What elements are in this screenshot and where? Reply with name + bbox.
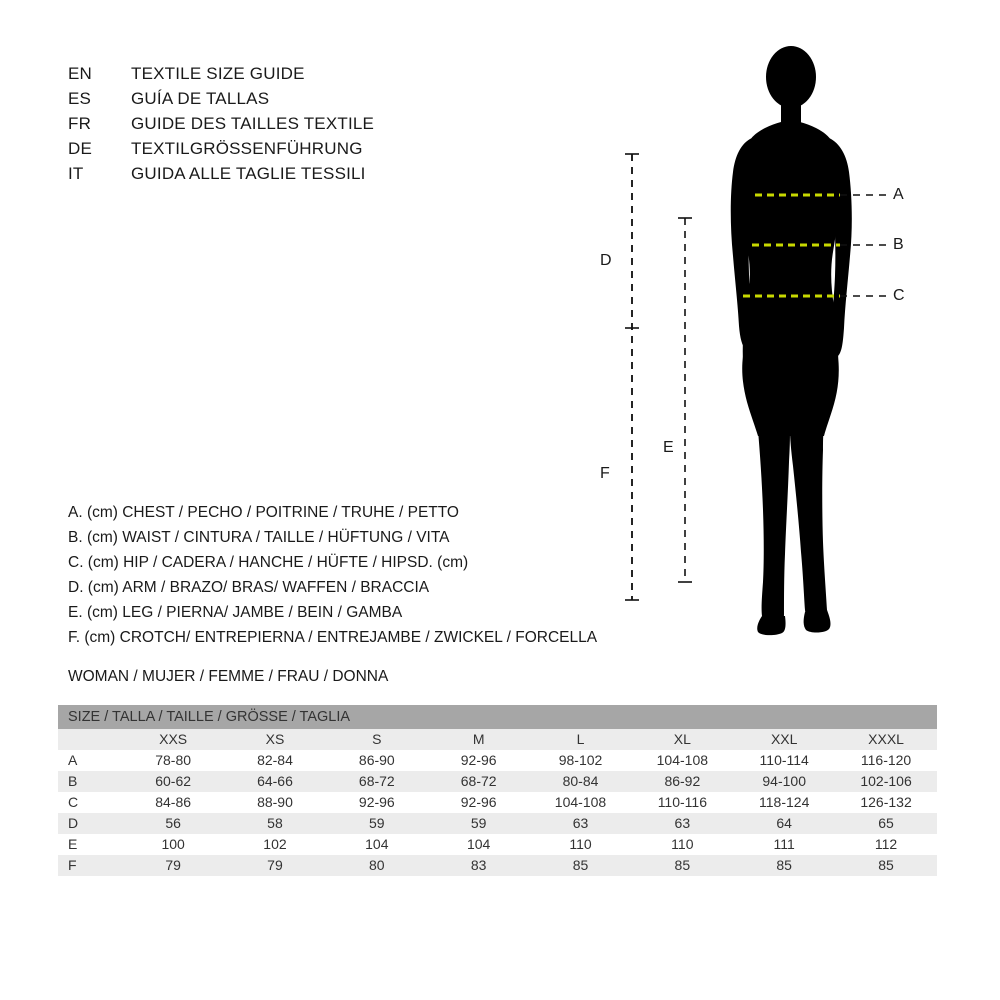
row-label-d: D <box>58 813 122 834</box>
cell-d-xxxl: 65 <box>835 813 937 834</box>
cell-f-s: 80 <box>326 855 428 876</box>
cell-e-m: 104 <box>428 834 530 855</box>
cell-a-xxxl: 116-120 <box>835 750 937 771</box>
title-lang-fr: FR <box>68 114 92 133</box>
cell-f-xl: 85 <box>631 855 733 876</box>
label-e: E <box>663 439 674 456</box>
size-header-xxs: XXS <box>122 729 224 750</box>
size-header-xs: XS <box>224 729 326 750</box>
legend-item-a: A. (cm) CHEST / PECHO / POITRINE / TRUHE / PETTO <box>68 504 459 521</box>
size-row-corner <box>58 729 122 750</box>
label-f: F <box>600 465 610 482</box>
table-size-row <box>58 729 937 750</box>
cell-b-xxxl: 102-106 <box>835 771 937 792</box>
title-lang-it: IT <box>68 164 84 183</box>
label-a: A <box>893 186 904 203</box>
cell-f-m: 83 <box>428 855 530 876</box>
cell-b-s: 68-72 <box>326 771 428 792</box>
legend-item-f: F. (cm) CROTCH/ ENTREPIERNA / ENTREJAMBE / ZWICKEL / FORCELLA <box>68 629 598 646</box>
size-table <box>58 705 937 876</box>
cell-f-l: 85 <box>530 855 632 876</box>
cell-f-xxxl: 85 <box>835 855 937 876</box>
cell-b-xxl: 94-100 <box>733 771 835 792</box>
cell-d-xl: 63 <box>631 813 733 834</box>
title-row <box>68 64 508 89</box>
cell-a-xxs: 78-80 <box>122 750 224 771</box>
cell-b-l: 80-84 <box>530 771 632 792</box>
title-text-en: TEXTILE SIZE GUIDE <box>131 64 305 83</box>
row-label-f: F <box>58 855 122 876</box>
row-label-c: C <box>58 792 122 813</box>
cell-d-xxl: 64 <box>733 813 835 834</box>
table-header-title: SIZE / TALLA / TAILLE / GRÖSSE / TAGLIA <box>58 705 937 729</box>
cell-c-m: 92-96 <box>428 792 530 813</box>
size-header-xxl: XXL <box>733 729 835 750</box>
title-text-de: TEXTILGRÖSSENFÜHRUNG <box>131 139 363 158</box>
legend-item-e: E. (cm) LEG / PIERNA/ JAMBE / BEIN / GAMBA <box>68 604 403 621</box>
cell-b-xxs: 60-62 <box>122 771 224 792</box>
cell-d-m: 59 <box>428 813 530 834</box>
gender-heading: WOMAN / MUJER / FEMME / FRAU / DONNA <box>68 668 389 685</box>
row-label-a: A <box>58 750 122 771</box>
cell-a-xl: 104-108 <box>631 750 733 771</box>
title-text-it: GUIDA ALLE TAGLIE TESSILI <box>131 164 366 183</box>
title-block <box>68 64 508 189</box>
cell-d-xxs: 56 <box>122 813 224 834</box>
title-lang-es: ES <box>68 89 92 108</box>
cell-c-xs: 88-90 <box>224 792 326 813</box>
cell-e-xs: 102 <box>224 834 326 855</box>
row-label-e: E <box>58 834 122 855</box>
cell-e-xxxl: 112 <box>835 834 937 855</box>
cell-e-s: 104 <box>326 834 428 855</box>
table-row <box>58 792 937 813</box>
size-header-l: L <box>530 729 632 750</box>
cell-d-xs: 58 <box>224 813 326 834</box>
cell-f-xxl: 85 <box>733 855 835 876</box>
cell-c-xl: 110-116 <box>631 792 733 813</box>
legend-item-c: C. (cm) HIP / CADERA / HANCHE / HÜFTE / HIPSD. (cm) <box>68 554 469 571</box>
cell-a-l: 98-102 <box>530 750 632 771</box>
row-label-b: B <box>58 771 122 792</box>
cell-b-m: 68-72 <box>428 771 530 792</box>
cell-c-l: 104-108 <box>530 792 632 813</box>
title-row <box>68 139 508 164</box>
label-d: D <box>600 252 612 269</box>
table-header-row <box>58 705 937 729</box>
title-row <box>68 89 508 114</box>
cell-f-xxs: 79 <box>122 855 224 876</box>
size-header-s: S <box>326 729 428 750</box>
cell-a-xs: 82-84 <box>224 750 326 771</box>
cell-e-xxs: 100 <box>122 834 224 855</box>
title-text-fr: GUIDE DES TAILLES TEXTILE <box>131 114 375 133</box>
table-row <box>58 771 937 792</box>
table-row <box>58 750 937 771</box>
title-row <box>68 114 508 139</box>
cell-c-xxxl: 126-132 <box>835 792 937 813</box>
cell-e-l: 110 <box>530 834 632 855</box>
label-c: C <box>893 287 905 304</box>
cell-e-xxl: 111 <box>733 834 835 855</box>
cell-c-xxl: 118-124 <box>733 792 835 813</box>
cell-c-xxs: 84-86 <box>122 792 224 813</box>
table-row <box>58 855 937 876</box>
cell-d-l: 63 <box>530 813 632 834</box>
label-b: B <box>893 236 904 253</box>
legend-item-b: B. (cm) WAIST / CINTURA / TAILLE / HÜFTUNG / VITA <box>68 529 450 546</box>
cell-d-s: 59 <box>326 813 428 834</box>
title-row <box>68 164 508 189</box>
legend-item-d: D. (cm) ARM / BRAZO/ BRAS/ WAFFEN / BRACCIA <box>68 579 430 596</box>
woman-silhouette-shape <box>731 46 852 635</box>
table-row <box>58 834 937 855</box>
title-lang-de: DE <box>68 139 93 158</box>
cell-a-s: 86-90 <box>326 750 428 771</box>
legend-block <box>68 500 688 650</box>
title-lang-en: EN <box>68 64 93 83</box>
cell-a-xxl: 110-114 <box>733 750 835 771</box>
table-row <box>58 813 937 834</box>
cell-b-xl: 86-92 <box>631 771 733 792</box>
size-header-xxxl: XXXL <box>835 729 937 750</box>
title-text-es: GUÍA DE TALLAS <box>131 89 270 108</box>
cell-f-xs: 79 <box>224 855 326 876</box>
cell-e-xl: 110 <box>631 834 733 855</box>
cell-b-xs: 64-66 <box>224 771 326 792</box>
cell-a-m: 92-96 <box>428 750 530 771</box>
size-header-m: M <box>428 729 530 750</box>
cell-c-s: 92-96 <box>326 792 428 813</box>
size-header-xl: XL <box>631 729 733 750</box>
